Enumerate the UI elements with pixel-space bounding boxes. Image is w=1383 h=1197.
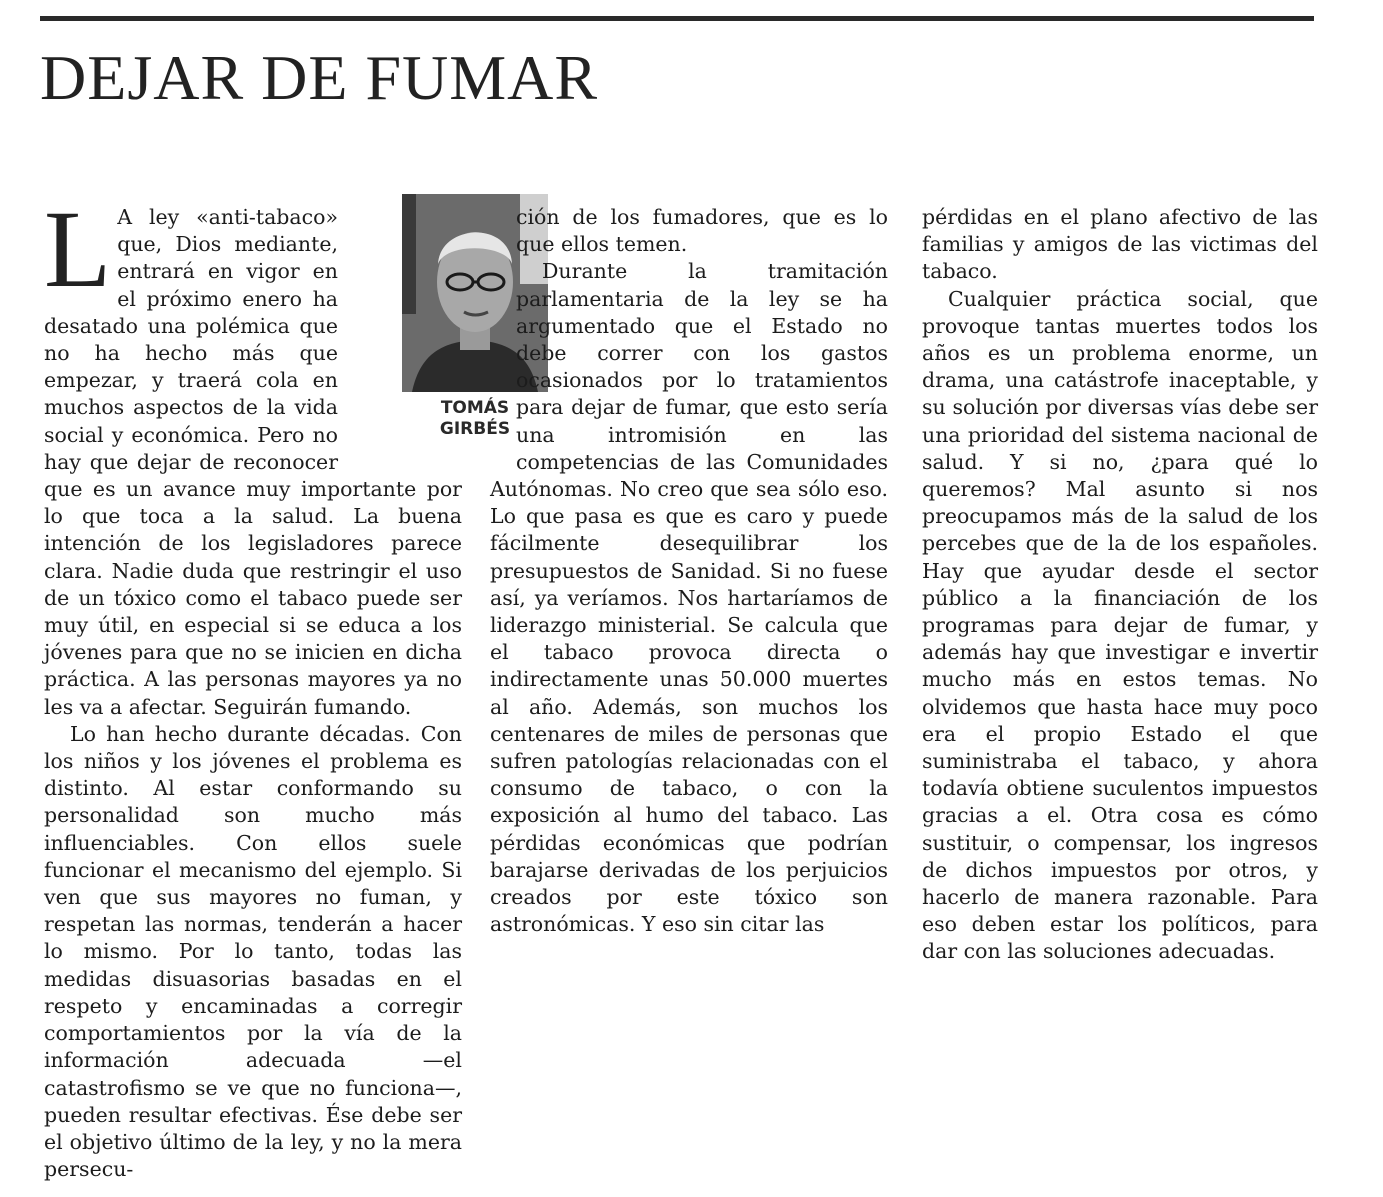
column-3	[922, 204, 1318, 966]
headline: DEJAR DE FUMAR	[40, 42, 599, 113]
paragraph-5: pérdidas en el plano afectivo de las familias y amigos de las victimas del tabaco.	[922, 205, 1318, 284]
paragraph-4: Durante la tramitación parlamentaria de la ley se ha argumentado que el Estado no debe correr con los gastos ocasionados por lo tratamientos para dejar de fumar, que esto sería una intromisión en las competencias de las Comunidades Autónomas. No creo que sea sólo eso. Lo que pasa es que es caro y puede fácilmente desequilibrar los presupuestos de Sanidad. Si no fuese así, ya veríamos. Nos hartaríamos de liderazgo ministerial. Se calcula que el tabaco provoca directa o indirectamente unas 50.000 muertes al año. Además, son muchos los centenares de miles de personas que sufren patologías relacionadas con el consumo de tabaco, o con la exposición al humo del tabaco. Las pérdidas económicas que podrían barajarse derivadas de los perjuicios creados por este tóxico son astronómicas. Y eso sin citar las	[490, 259, 888, 937]
top-rule	[40, 16, 1314, 21]
author-last-name: GIRBÉS	[439, 419, 511, 439]
drop-cap: L	[44, 188, 112, 310]
column-2	[490, 204, 888, 938]
paragraph-6: Cualquier práctica social, que provoque tantas muertes todos los años es un problema enorme, un drama, una catástrofe inaceptable, y su solución por diversas vías debe ser una prioridad del sistema nacional de salud. Y si no, ¿para qué lo queremos? Mal asunto si nos preocupamos más de la salud de los percebes que de la de los españoles. Hay que ayudar desde el sector público a la financiación de los programas para dejar de fumar, y además hay que investigar e invertir mucho más en estos temas. No olvidemos que hasta hace muy poco era el propio Estado el que suministraba el tabaco, y ahora todavía obtiene suculentos impuestos gracias a el. Otra cosa es cómo sustituir, o compensar, los ingresos de dichos impuestos por otros, y hacerlo de manera razonable. Para eso deben estar los políticos, para dar con las soluciones adecuadas.	[922, 286, 1318, 964]
paragraph-1-text: A ley «anti-tabaco» que, Dios mediante, entrará en vigor en el próximo enero ha desatado una polémica que no ha hecho más que empezar, y traerá cola en muchos aspectos de la vida social y económica. Pero no hay que dejar de reconocer que es un avance muy importante por lo que toca a la salud. La buena intención de los legisladores parece clara. Nadie duda que restringir el uso de un tóxico como el tabaco puede ser muy útil, en especial si se educa a los jóvenes para que no se inicien en dicha práctica. A las personas mayores ya no les va a afectar. Seguirán fumando.	[44, 205, 462, 719]
author-first-name: TOMÁS	[440, 398, 510, 418]
paragraph-3: ción de los fumadores, que es lo que ellos temen.	[516, 205, 888, 257]
photo-spacer-right	[400, 204, 510, 462]
paragraph-2: Lo han hecho durante décadas. Con los niños y los jóvenes el problema es distinto. Al estar conformando su personalidad son mucho más influenciables. Con ellos suele funcionar el mecanismo del ejemplo. Si ven que sus mayores no fuman, y respetan las normas, tenderán a hacer lo mismo. Por lo tanto, todas las medidas disuasorias basadas en el respeto y encaminadas a corregir comportamientos por la vía de la información adecuada —el catastrofismo se ve que no funciona—, pueden resultar efectivas. Ése debe ser el objetivo último de la ley, y no la mera persecu-	[44, 721, 462, 1182]
